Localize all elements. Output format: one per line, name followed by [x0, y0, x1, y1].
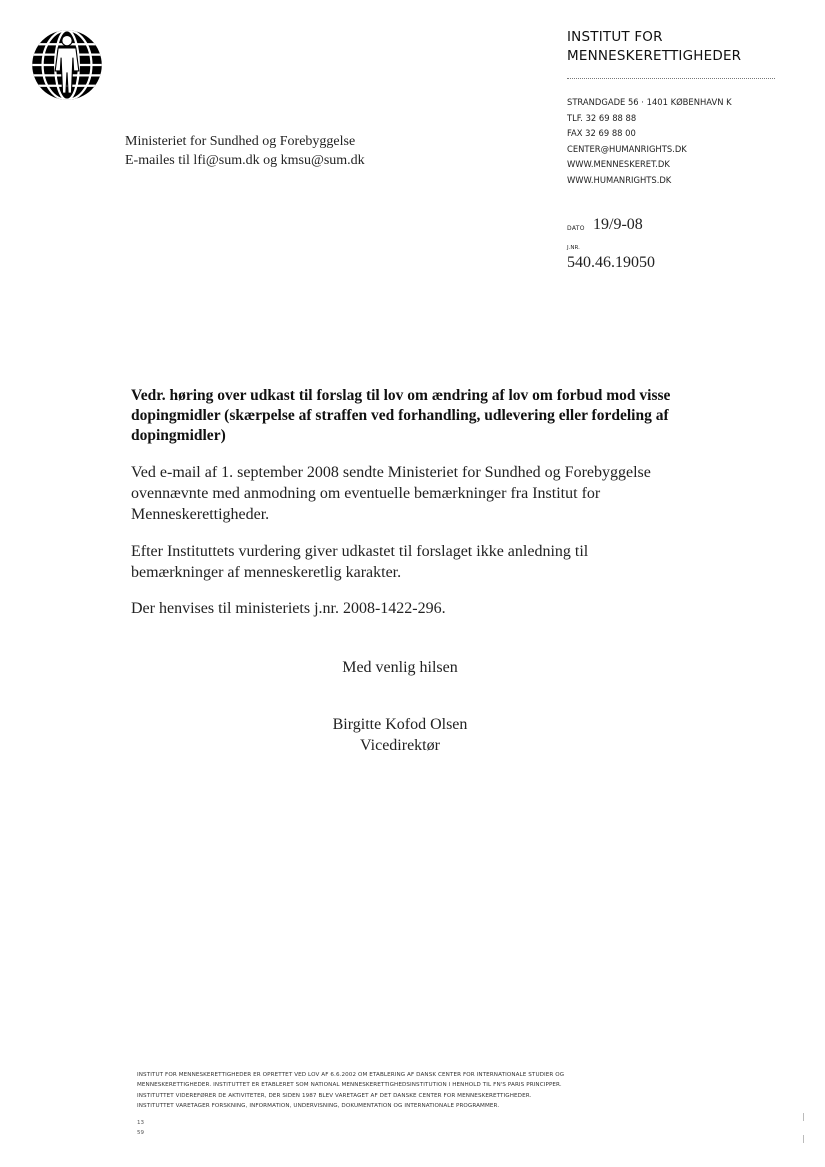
recipient-block	[125, 132, 365, 170]
date-label: DATO	[567, 225, 585, 232]
footer-line: INSTITUTTET VARETAGER FORSKNING, INFORMATION, UNDERVISNING, DOKUMENTATION OG INTERNATIONALE PROGRAMMER.	[137, 1102, 500, 1109]
body-line: Efter Instituttets vurdering giver udkastet til forslaget ikke anledning til	[131, 543, 589, 560]
recipient-email: E-mailes til lfi@sum.dk og kmsu@sum.dk	[125, 153, 365, 168]
body-line: Menneskerettigheder.	[131, 506, 270, 523]
footer-line: MENNESKERETTIGHEDER. INSTITUTTET ER ETABLERET SOM NATIONAL MENNESKERETTIGHEDSINSTITUTION I HENHOLD TIL FN'S PARIS PRINCIPPER.	[137, 1082, 562, 1089]
institute-address: STRANDGADE 56 · 1401 KØBENHAVN K	[567, 97, 732, 107]
institute-website-link-1[interactable]: WWW.MENNESKERET.DK	[567, 159, 670, 169]
globe-human-figure-icon	[30, 28, 104, 102]
scan-edge-mark	[803, 1113, 804, 1121]
body-paragraph-3: Der henvises til ministeriets j.nr. 2008-1422-296.	[131, 600, 446, 617]
institute-name-line2: MENNESKERETTIGHEDER	[567, 48, 742, 64]
footer-line: INSTITUTTET VIDEREFØRER DE AKTIVITETER, DER SIDEN 1987 BLEV VARETAGET AF DET DANSKE CENTER FOR MENNESKERETTIGHEDER.	[137, 1092, 532, 1099]
body-line: ovennævnte med anmodning om eventuelle bemærkninger fra Institut for	[131, 485, 601, 502]
institute-phone: TLF. 32 69 88 88	[567, 112, 637, 123]
institute-fax: FAX 32 69 88 00	[567, 128, 636, 138]
footer-codes	[137, 1118, 144, 1138]
body-line: Ved e-mail af 1. september 2008 sendte Ministeriet for Sundhed og Forebyggelse	[131, 464, 651, 481]
footer-code: 13	[137, 1120, 144, 1126]
journal-number-value: 540.46.19050	[567, 254, 655, 271]
scan-edge-mark	[803, 1135, 804, 1143]
institute-email-link[interactable]: CENTER@HUMANRIGHTS.DK	[567, 143, 687, 154]
recipient-name: Ministeriet for Sundhed og Forebyggelse	[125, 134, 356, 149]
footer-legal-text	[137, 1070, 564, 1111]
body-paragraph-1	[131, 462, 691, 525]
date-value: 19/9-08	[593, 216, 643, 233]
body-paragraph-2	[131, 541, 691, 583]
closing-salutation: Med venlig hilsen	[342, 659, 458, 676]
footer-line: INSTITUT FOR MENNESKERETTIGHEDER ER OPRETTET VED LOV AF 6.6.2002 OM ETABLERING AF DANSK CENTER FOR INTERNATIONALE STUDIER OG	[137, 1072, 565, 1078]
body-line: bemærkninger af menneskeretlig karakter.	[131, 564, 402, 581]
footer-code: 59	[137, 1130, 144, 1136]
signer-name: Birgitte Kofod Olsen	[332, 716, 468, 733]
institute-name-line1: INSTITUT FOR	[567, 29, 663, 45]
journal-number-label: J.NR.	[567, 245, 580, 251]
institute-contact-block	[567, 95, 732, 188]
institute-name	[567, 28, 741, 66]
signer-title: Vicedirektør	[360, 737, 440, 754]
letter-subject: Vedr. høring over udkast til forslag til lov om ændring af lov om forbud mod visse dopingmidler (skærpelse af straffen ved forhandling, udlevering eller fordeling af dopingmidler)	[131, 387, 671, 444]
header-divider	[567, 78, 775, 79]
institute-website-link-2[interactable]: WWW.HUMANRIGHTS.DK	[567, 174, 672, 185]
